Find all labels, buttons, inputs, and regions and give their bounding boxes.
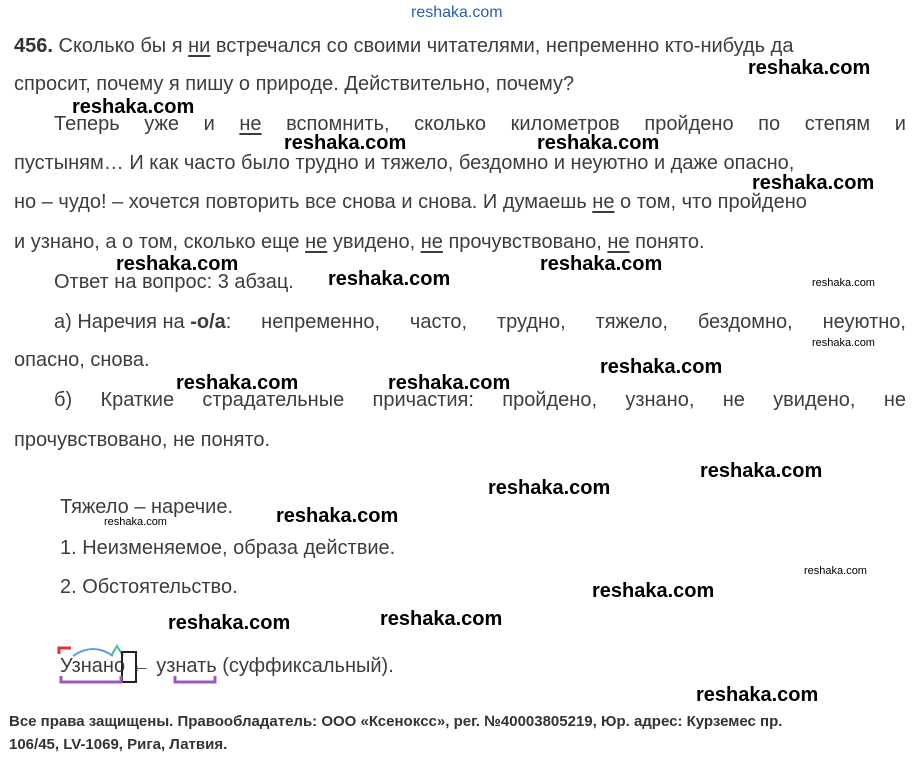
task-number: 456. [14,35,53,57]
text: но – чудо! – хочется повторить все снова и снова. И думаешь [14,191,587,213]
word: не [883,389,906,411]
watermark: reshaka.com [812,337,875,349]
morph-word: Узнано [60,655,126,677]
word: непременно, [261,311,381,333]
text: увидено, [332,231,416,253]
item-1: 1. Неизменяемое, образа действие. [60,537,396,559]
underlined-ne: не [239,113,262,135]
word: сколько [414,113,487,135]
watermark: reshaka.com [168,612,291,634]
watermark: reshaka.com [540,253,663,275]
watermark: reshaka.com [72,96,195,118]
watermark: reshaka.com [592,580,715,602]
underlined-ne: не [607,231,630,253]
watermark: reshaka.com [380,608,503,630]
p1-line1 [14,34,793,58]
suffix: -о/а [190,311,226,333]
base-underline-2 [175,676,215,682]
underlined-ni: ни [188,35,211,57]
word: узнано, [625,389,695,411]
watermark: reshaka.com [488,477,611,499]
watermark: reshaka.com [812,277,875,289]
watermark: reshaka.com [804,565,867,577]
root-arc [73,649,113,656]
text: о том, что пройдено [620,191,807,213]
word: и [894,113,906,135]
word: пройдено, [502,389,597,411]
word: километров [510,113,620,135]
p2-line3 [14,190,807,214]
text: встречался со своими читателями, непременно кто-нибудь да [215,35,794,57]
word: степям [804,113,871,135]
watermark: reshaka.com [752,172,875,194]
a-line2: опасно, снова. [14,349,150,371]
watermark: reshaka.com [600,356,723,378]
watermark: reshaka.com [696,684,819,706]
word: увидено, [773,389,856,411]
watermark: reshaka.com [104,516,167,528]
word: неуютно, [822,311,906,333]
answer-line: Ответ на вопрос: 3 абзац. [54,271,294,293]
text: понято. [635,231,705,253]
word: Теперь [54,113,120,135]
text: прочувствовано, [448,231,602,253]
word: пройдено [644,113,734,135]
a-line1 [54,310,906,334]
word: страдательные [202,389,345,411]
word: уже [144,113,180,135]
watermark: reshaka.com [700,460,823,482]
word: Краткие [100,389,175,411]
watermark: reshaka.com [276,505,399,527]
prefix-mark [59,648,71,654]
morpheme-marks [55,640,295,690]
word: часто, [409,311,468,333]
underlined-ne: не [592,191,615,213]
footer-line2: 106/45, LV-1069, Рига, Латвия. [9,736,228,753]
text: : [225,311,232,333]
underlined-ne: не [305,231,328,253]
watermark: reshaka.com [388,372,511,394]
p2-line2: пустыням… И как часто было трудно и тяжело, бездомно и неуютно и даже опасно, [14,152,795,174]
p1-line2: спросит, почему я пишу о природе. Действительно, почему? [14,73,575,95]
watermark: reshaka.com [537,132,660,154]
word: тяжело, [595,311,668,333]
watermark: reshaka.com [748,57,871,79]
watermark: reshaka.com [284,132,407,154]
watermark: reshaka.com [328,268,451,290]
word: бездомно, [697,311,793,333]
underlined-ne: не [420,231,443,253]
word: и [203,113,215,135]
text: а) Наречия на [54,311,185,333]
a-label [54,310,231,334]
watermark-top: reshaka.com [411,4,503,21]
item-2: 2. Обстоятельство. [60,576,238,598]
ending-box [122,652,136,682]
word: не [722,389,745,411]
text: и узнано, а о том, сколько еще [14,231,300,253]
text: Сколько бы я [58,35,183,57]
watermark: reshaka.com [176,372,299,394]
p2-line4 [14,230,705,254]
word: по [758,113,781,135]
footer-line1: Все права защищены. Правообладатель: ООО «Ксенокcс», рег. №40003805219, Юр. адрес: Курземес пр. [9,713,783,730]
morph-rest: ← узнать (суффиксальный). [130,655,394,677]
base-underline [61,676,121,682]
word: причастия: [372,389,474,411]
tyazhelo-line: Тяжело – наречие. [60,496,234,518]
word: б) [54,389,73,411]
b-line2: прочувствовано, не понято. [14,429,271,451]
word: вспомнить, [286,113,390,135]
watermark: reshaka.com [116,253,239,275]
word: трудно, [496,311,566,333]
